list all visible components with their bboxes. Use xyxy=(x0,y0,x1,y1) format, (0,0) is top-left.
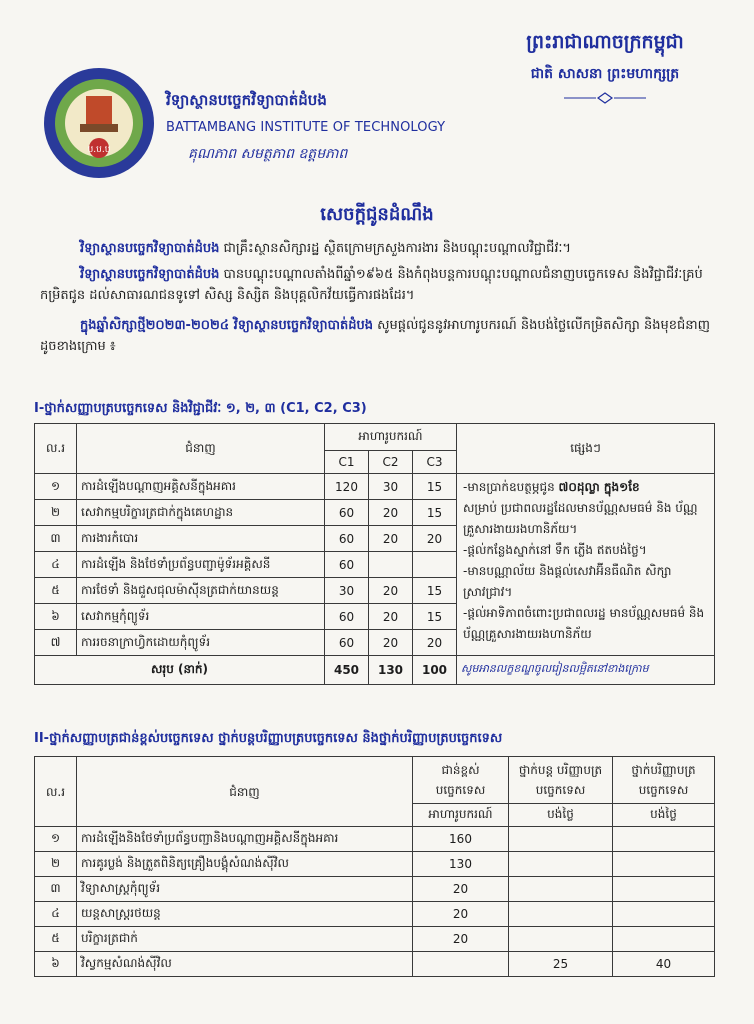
total-note: សូមអានលក្ខខណ្ឌចូលរៀនលម្អិតនៅខាងក្រោម xyxy=(457,656,715,685)
row-no: ៦ xyxy=(35,604,77,630)
section-1-title: I-ថ្នាក់សញ្ញាបត្របច្ចេកទេស និងវិជ្ជាជីវៈ ១, ២, ៣ (C1, C2, C3) xyxy=(34,401,367,416)
header-higher-diploma: ជាន់ខ្ពស់បច្ចេកទេស xyxy=(413,757,509,804)
intro-paragraph-2 xyxy=(40,264,720,306)
row-c1: 120 xyxy=(325,474,369,500)
row-skill: វិទ្យាសាស្ត្រកុំព្យូទ័រ xyxy=(77,877,413,902)
row-c3: 20 xyxy=(413,630,457,656)
total-c3: 100 xyxy=(413,656,457,685)
row-bachelor xyxy=(613,902,715,927)
header-fee-paying: បង់ថ្លៃ xyxy=(509,804,613,827)
other-notes xyxy=(457,474,715,656)
header-c1: C1 xyxy=(325,451,369,474)
institute-name-english: BATTAMBANG INSTITUTE OF TECHNOLOGY xyxy=(166,120,446,135)
institute-motto: គុណភាព សមត្ថភាព ឧត្តមភាព xyxy=(188,146,348,162)
row-c1: 60 xyxy=(325,604,369,630)
row-no: ៧ xyxy=(35,630,77,656)
row-c1: 30 xyxy=(325,578,369,604)
intro-paragraph-3 xyxy=(40,315,720,357)
row-bridging xyxy=(509,852,613,877)
note-stipend-text: -មានប្រាក់ឧបត្ថម្ភជូន xyxy=(463,480,559,494)
table-row xyxy=(35,827,715,852)
row-c1: 60 xyxy=(325,552,369,578)
row-skill: ការដំឡើង និងថែទាំប្រព័ន្ធបញ្ជាម៉ូទ័រអគ្គិសនី xyxy=(77,552,325,578)
svg-text:ប.ប.ប: ប.ប.ប xyxy=(87,145,111,155)
row-c3: 15 xyxy=(413,578,457,604)
header-fee-paying: បង់ថ្លៃ xyxy=(613,804,715,827)
intro-paragraph-1-text: ជាគ្រឹះស្ថានសិក្សារដ្ឋ ស្ថិតក្រោមក្រសួងការងារ និងបណ្តុះបណ្តាលវិជ្ជាជីវៈ។ xyxy=(219,241,571,256)
table-row xyxy=(35,877,715,902)
row-bridging xyxy=(509,877,613,902)
row-no: ៥ xyxy=(35,578,77,604)
kingdom-title: ព្រះរាជាណាចក្រកម្ពុជា xyxy=(526,31,684,53)
row-c2: 20 xyxy=(369,500,413,526)
table-row xyxy=(35,852,715,877)
row-skill: ការដំឡើងបណ្តាញអគ្គិសនីក្នុងអគារ xyxy=(77,474,325,500)
row-no: ៣ xyxy=(35,526,77,552)
note-stipend-amount: ៧០ដុល្លា ក្នុង១ខែ xyxy=(558,480,640,494)
table-row xyxy=(35,474,715,500)
row-higher-diploma: 130 xyxy=(413,852,509,877)
row-bachelor xyxy=(613,877,715,902)
row-c2 xyxy=(369,552,413,578)
row-skill: ការដំឡើងនិងថែទាំប្រព័ន្ធបញ្ជានិងបណ្តាញអគ្គិសនីក្នុងអគារ xyxy=(77,827,413,852)
row-higher-diploma: 20 xyxy=(413,927,509,952)
row-c1: 60 xyxy=(325,630,369,656)
row-no: ១ xyxy=(35,474,77,500)
row-c3: 15 xyxy=(413,474,457,500)
row-higher-diploma: 160 xyxy=(413,827,509,852)
header-skill: ជំនាញ xyxy=(77,424,325,474)
total-c1: 450 xyxy=(325,656,369,685)
row-no: ២ xyxy=(35,500,77,526)
row-bridging: 25 xyxy=(509,952,613,977)
row-c1: 60 xyxy=(325,500,369,526)
row-bridging xyxy=(509,827,613,852)
section-2-title: II-ថ្នាក់សញ្ញាបត្រជាន់ខ្ពស់បច្ចេកទេស ថ្នាក់បន្តបរិញ្ញាបត្របច្ចេកទេស និងថ្នាក់បរិញ្ញាបត្របច្ចេកទេស xyxy=(34,731,503,746)
row-no: ២ xyxy=(35,852,77,877)
row-c2: 20 xyxy=(369,630,413,656)
header-bridging-bachelor: ថ្នាក់បន្ត បរិញ្ញាបត្របច្ចេកទេស xyxy=(509,757,613,804)
row-no: ៤ xyxy=(35,902,77,927)
row-higher-diploma xyxy=(413,952,509,977)
intro-paragraph-3-bold: ក្នុងឆ្នាំសិក្សាថ្មី២០២៣-២០២៤ វិទ្យាស្ថានបច្ចេកវិទ្យាបាត់ដំបង xyxy=(80,318,373,333)
header-c3: C3 xyxy=(413,451,457,474)
total-row xyxy=(35,656,715,685)
row-c2: 30 xyxy=(369,474,413,500)
header-other: ផ្សេងៗ xyxy=(457,424,715,474)
header-c2: C2 xyxy=(369,451,413,474)
row-skill: សេវាកម្មបរិក្ខារត្រជាក់ក្នុងគេហដ្ឋាន xyxy=(77,500,325,526)
header-no: ល.រ xyxy=(35,757,77,827)
row-no: ៣ xyxy=(35,877,77,902)
row-skill: ការងារកំបោរ xyxy=(77,526,325,552)
row-skill: ការថែទាំ និងជួសជុលម៉ាស៊ីនត្រជាក់យានយន្ត xyxy=(77,578,325,604)
row-c3: 20 xyxy=(413,526,457,552)
row-skill: សេវាកម្មកុំព្យូទ័រ xyxy=(77,604,325,630)
note-priority: -ផ្តល់អាទិភាពចំពោះប្រជាពលរដ្ឋ មានប័ណ្ណសមធម៌ និងប័ណ្ណគ្រួសារងាយរងហានិភ័យ xyxy=(463,606,705,641)
section-1-table xyxy=(34,423,715,685)
row-skill: យន្តសាស្ត្ររថយន្ត xyxy=(77,902,413,927)
header-scholarship: អាហារូបករណ៍ xyxy=(325,424,457,451)
institute-logo xyxy=(42,66,156,180)
table-row xyxy=(35,902,715,927)
row-no: ១ xyxy=(35,827,77,852)
header-bachelor: ថ្នាក់បរិញ្ញាបត្របច្ចេកទេស xyxy=(613,757,715,804)
document-title: សេចក្តីជូនដំណឹង xyxy=(320,204,434,225)
row-c2: 20 xyxy=(369,526,413,552)
note-library: -មានបណ្ណាល័យ និងផ្តល់សេវាអ៊ីនធឺណិត សិក្សា ស្រាវជ្រាវ។ xyxy=(463,564,672,599)
row-skill: ការគូរប្លង់ និងត្រួតពិនិត្យគ្រឿងបង្គុំសំណង់ស៊ីវិល xyxy=(77,852,413,877)
ornament-divider xyxy=(562,92,648,104)
intro-paragraph-1-bold: វិទ្យាស្ថានបច្ចេកវិទ្យាបាត់ដំបង xyxy=(80,241,220,256)
row-no: ៤ xyxy=(35,552,77,578)
intro-paragraph-1 xyxy=(40,238,720,259)
row-c3 xyxy=(413,552,457,578)
row-bachelor xyxy=(613,927,715,952)
row-higher-diploma: 20 xyxy=(413,877,509,902)
row-c1: 60 xyxy=(325,526,369,552)
row-skill: បរិក្ខារត្រជាក់ xyxy=(77,927,413,952)
header-scholarship: អាហារូបករណ៍ xyxy=(413,804,509,827)
row-c3: 15 xyxy=(413,604,457,630)
note-stipend xyxy=(463,477,708,498)
row-bridging xyxy=(509,902,613,927)
total-label: សរុប (នាក់) xyxy=(35,656,325,685)
row-c2: 20 xyxy=(369,604,413,630)
row-bachelor xyxy=(613,852,715,877)
row-no: ៦ xyxy=(35,952,77,977)
header-skill: ជំនាញ xyxy=(77,757,413,827)
total-c2: 130 xyxy=(369,656,413,685)
table-row xyxy=(35,952,715,977)
row-higher-diploma: 20 xyxy=(413,902,509,927)
table-row xyxy=(35,927,715,952)
row-no: ៥ xyxy=(35,927,77,952)
row-skill: ការរចនាក្រាហ្វិកដោយកុំព្យូទ័រ xyxy=(77,630,325,656)
header-no: ល.រ xyxy=(35,424,77,474)
institute-name-khmer: វិទ្យាស្ថានបច្ចេកវិទ្យាបាត់ដំបង xyxy=(166,91,327,109)
row-c3: 15 xyxy=(413,500,457,526)
row-bridging xyxy=(509,927,613,952)
row-skill: វិស្វកម្មសំណង់ស៊ីវិល xyxy=(77,952,413,977)
section-2-table xyxy=(34,756,715,977)
row-c2: 20 xyxy=(369,578,413,604)
intro-paragraph-2-text: បានបណ្តុះបណ្តាលតាំងពីឆ្នាំ១៩៦៥ និងកំពុងបន្តការបណ្តុះបណ្តាលជំនាញបច្ចេកទេស និងវិជ្ជាជីវៈគ្រប់កម្រិតជូន ដល់សាធារណជនទូទៅ សិស្ស និស្សិត និងបុគ្គលិកវ័យធ្វើការផងដែរ។ xyxy=(40,267,703,303)
nation-motto: ជាតិ សាសនា ព្រះមហាក្សត្រ xyxy=(530,66,680,82)
row-bachelor: 40 xyxy=(613,952,715,977)
row-bachelor xyxy=(613,827,715,852)
intro-paragraph-2-bold: វិទ្យាស្ថានបច្ចេកវិទ្យាបាត់ដំបង xyxy=(80,267,220,282)
note-housing: -ផ្តល់កន្លែងស្នាក់នៅ ទឹក ភ្លើង ឥតបង់ថ្លៃ។ xyxy=(463,543,647,557)
note-eligibility: សម្រាប់ ប្រជាពលរដ្ឋដែលមានប័ណ្ណសមធម៌ និង ប័ណ្ណគ្រួសារងាយរងហានិភ័យ។ xyxy=(463,501,698,536)
intro-paragraph-3-text: សូមផ្តល់ជូននូវអាហារូបករណ៍ និងបង់ថ្លៃលើកម្រិតសិក្សា និងមុខជំនាញ ដូចខាងក្រោម ៖ xyxy=(40,318,710,354)
